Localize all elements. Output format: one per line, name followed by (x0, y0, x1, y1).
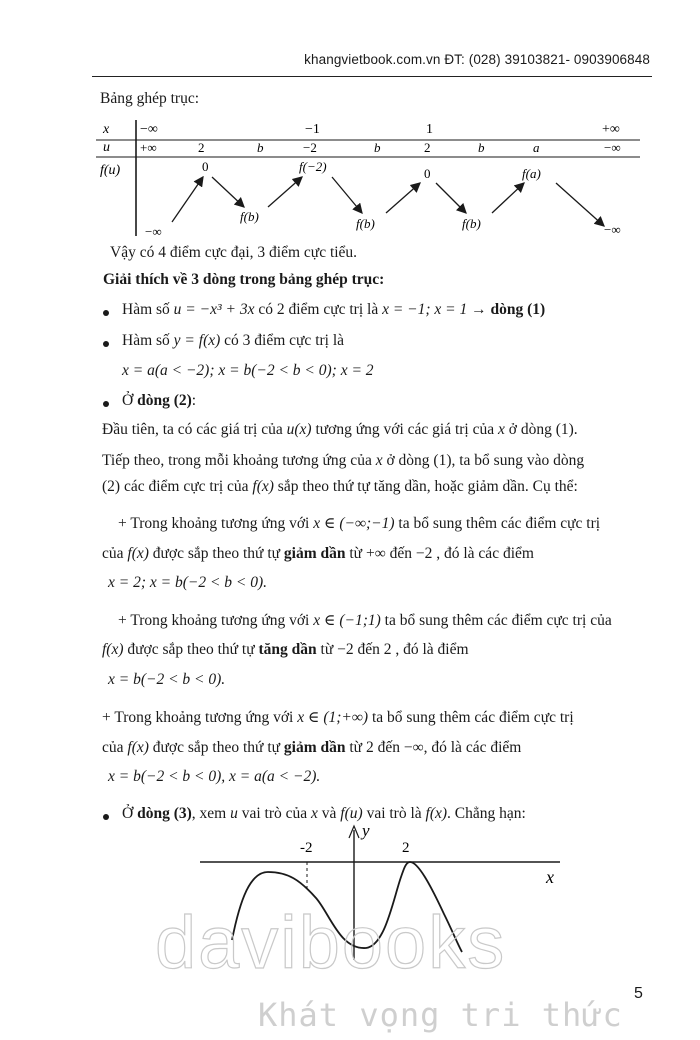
page-number: 5 (634, 985, 643, 1002)
row-label-fu: f(u) (100, 163, 121, 178)
explain-title: Giải thích về 3 dòng trong bảng ghép trục: (103, 271, 385, 288)
u-cell: b (374, 140, 381, 155)
fu-cell: f(b) (356, 216, 375, 231)
u-cell: +∞ (140, 140, 157, 155)
fu-cell: f(b) (240, 209, 259, 224)
conclusion: Vậy có 4 điểm cực đại, 3 điểm cực tiểu. (110, 244, 358, 261)
case-3-line3: x = b(−2 < b < 0), x = a(a < −2). (108, 768, 321, 785)
variation-table (0, 110, 700, 245)
case-1-line2: của f(x) được sắp theo thứ tự giảm dần từ +∞ đến −2 , đó là các điểm (102, 545, 534, 562)
arrow-down (212, 177, 244, 207)
watermark-brand: davibooks (155, 901, 507, 984)
paragraph-1: Đầu tiên, ta có các giá trị của u(x) tương ứng với các giá trị của x ở dòng (1). (102, 421, 578, 438)
arrow-up (492, 183, 524, 213)
bullet-4: Ở dòng (3), xem u vai trò của x và f(u) vai trò là f(x). Chẳng hạn: (122, 805, 526, 822)
tick-label-right: 2 (402, 840, 410, 856)
bullet-dot (103, 401, 109, 407)
paragraph-2-line1: Tiếp theo, trong mỗi khoảng tương ứng của x ở dòng (1), ta bổ sung vào dòng (102, 452, 585, 469)
case-1-line1: + Trong khoảng tương ứng với x ∈ (−∞;−1) ta bổ sung thêm các điểm cực trị (118, 515, 601, 532)
table-title: Bảng ghép trục: (100, 90, 200, 107)
fu-cell: 0 (202, 159, 209, 174)
y-axis-label: y (362, 821, 370, 840)
u-cell: a (533, 140, 540, 155)
fu-cell: f(a) (522, 166, 541, 181)
arrow-up (268, 177, 302, 207)
header-site: khangvietbook.com.vn (304, 52, 441, 67)
case-3-line2: của f(x) được sắp theo thứ tự giảm dần từ 2 đến −∞, đó là các điểm (102, 739, 522, 756)
x-axis-label: x (546, 867, 554, 887)
bullet-3: Ở dòng (2): (122, 392, 197, 409)
arrow-up (386, 183, 420, 213)
arrow-down (332, 177, 362, 213)
case-1-line3: x = 2; x = b(−2 < b < 0). (108, 574, 268, 591)
row-label-x: x (103, 122, 110, 137)
bullet-dot (103, 341, 109, 347)
bullet-2: Hàm số y = f(x) có 3 điểm cực trị là (122, 332, 345, 349)
x-cell: +∞ (602, 122, 620, 137)
arrow-down (556, 183, 604, 226)
watermark-slogan: Khát vọng tri thức (258, 996, 623, 1034)
case-2-line1: + Trong khoảng tương ứng với x ∈ (−1;1) ta bổ sung thêm các điểm cực trị của (118, 612, 612, 629)
u-cell: b (257, 140, 264, 155)
u-cell: b (478, 140, 485, 155)
bullet-1: Hàm số u = −x³ + 3x có 2 điểm cực trị là x = −1; x = 1 → dòng (1) (122, 301, 546, 318)
fu-cell: f(−2) (299, 159, 327, 174)
fu-cell: −∞ (145, 224, 162, 239)
tick-label-left: -2 (300, 840, 313, 856)
fu-cell: −∞ (604, 222, 621, 237)
x-cell: −1 (305, 122, 320, 137)
x-cell: −∞ (140, 122, 158, 137)
u-cell: 2 (424, 140, 431, 155)
page-header (260, 52, 650, 67)
case-2-line3: x = b(−2 < b < 0). (108, 671, 226, 688)
arrow-up (172, 177, 203, 222)
header-rule (92, 76, 652, 77)
u-cell: 2 (198, 140, 205, 155)
header-phone: ĐT: (028) 39103821- 0903906848 (444, 52, 650, 67)
x-cell: 1 (426, 122, 433, 137)
case-2-line2: f(x) được sắp theo thứ tự tăng dần từ −2 đến 2 , đó là điểm (102, 641, 469, 658)
u-cell: −∞ (604, 140, 621, 155)
row-label-u: u (103, 140, 110, 155)
fu-cell: f(b) (462, 216, 481, 231)
bullet-2-line2: x = a(a < −2); x = b(−2 < b < 0); x = 2 (122, 362, 374, 379)
fu-cell: 0 (424, 166, 431, 181)
bullet-dot (103, 310, 109, 316)
paragraph-2-line2: (2) các điểm cực trị của f(x) sắp theo thứ tự tăng dần, hoặc giảm dần. Cụ thể: (102, 478, 578, 495)
arrow-down (436, 183, 466, 213)
u-cell: −2 (303, 140, 317, 155)
case-3-line1: + Trong khoảng tương ứng với x ∈ (1;+∞) ta bổ sung thêm các điểm cực trị (102, 709, 574, 726)
